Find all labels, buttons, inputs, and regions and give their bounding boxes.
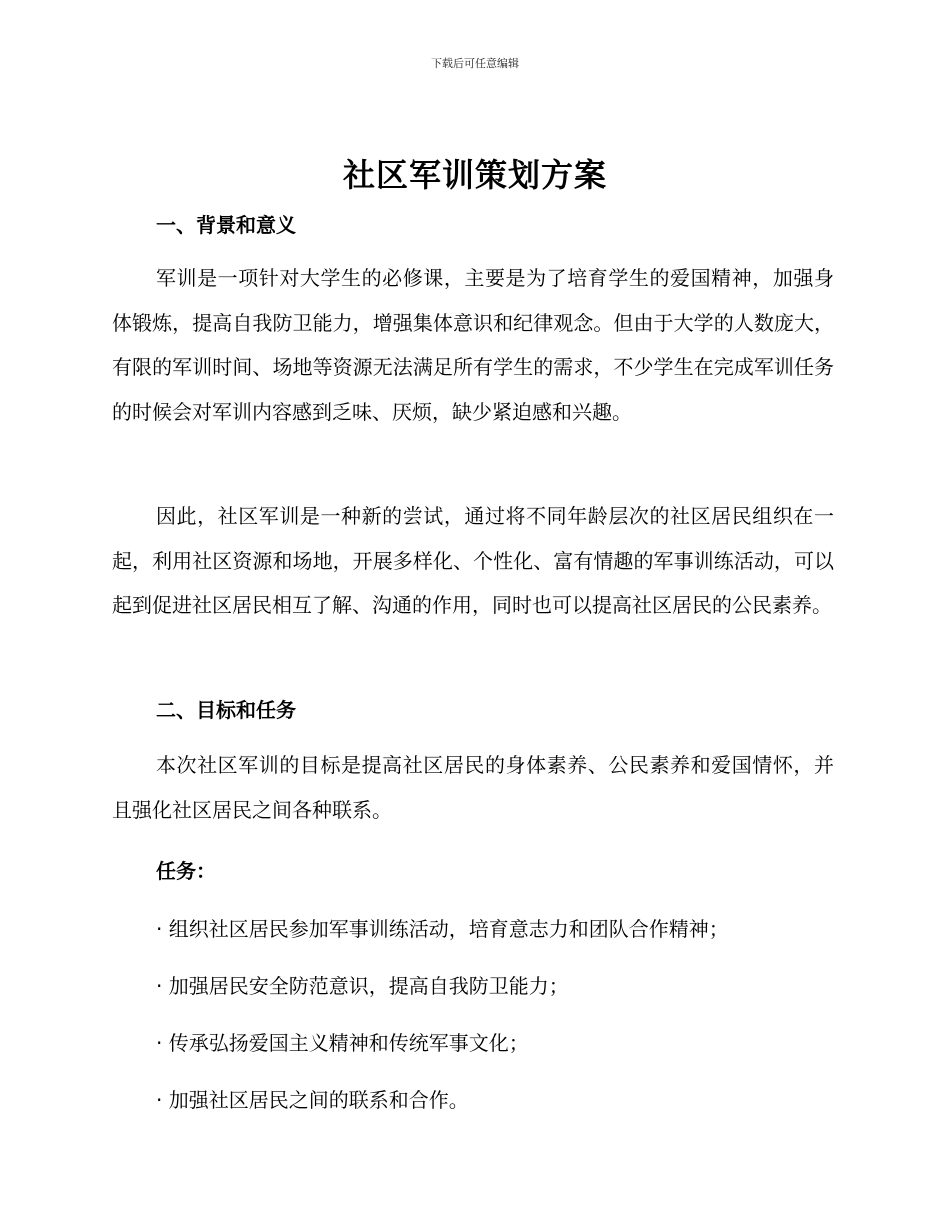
section-2-heading-block [112,694,834,723]
task-item: · 组织社区居民参加军事训练活动，培育意志力和团队合作精神； [156,917,729,941]
section-2-paragraph-block [112,743,834,832]
task-item-1-block [112,913,834,942]
paragraph-goals: 本次社区军训的目标是提高社区居民的身体素养、公民素养和爱国情怀，并且强化社区居民之间各种联系。 [112,753,834,822]
paragraph-background-2: 因此，社区军训是一种新的尝试，通过将不同年龄层次的社区居民组织在一起，利用社区资源和场地，开展多样化、个性化、富有情趣的军事训练活动，可以起到促进社区居民相互了解、沟通的作用，同时也可以提高社区居民的公民素养。 [112,504,834,617]
section-1-paragraph-2-block [112,494,834,628]
task-item: · 传承弘扬爱国主义精神和传统军事文化； [156,1031,529,1055]
section-heading-background: 一、背景和意义 [156,213,296,237]
section-1-heading-block [112,209,834,238]
task-item-3-block [112,1027,834,1056]
section-1-paragraph-1-block [112,256,834,434]
task-item: · 加强居民安全防范意识，提高自我防卫能力； [156,974,569,998]
tasks-label-block [112,855,834,884]
section-heading-goals: 二、目标和任务 [156,698,296,722]
task-item-2-block [112,970,834,999]
tasks-label: 任务： [156,859,216,883]
task-item-4-block [112,1084,834,1113]
document-title: 社区军训策划方案 [342,156,607,194]
header-note: 下载后可任意编辑 [431,57,519,70]
task-item: · 加强社区居民之间的联系和合作。 [156,1088,469,1112]
paragraph-background-1: 军训是一项针对大学生的必修课，主要是为了培育学生的爱国精神，加强身体锻炼，提高自我防卫能力，增强集体意识和纪律观念。但由于大学的人数庞大，有限的军训时间、场地等资源无法满足所有学生的需求，不少学生在完成军训任务的时候会对军训内容感到乏味、厌烦，缺少紧迫感和兴趣。 [112,266,834,424]
